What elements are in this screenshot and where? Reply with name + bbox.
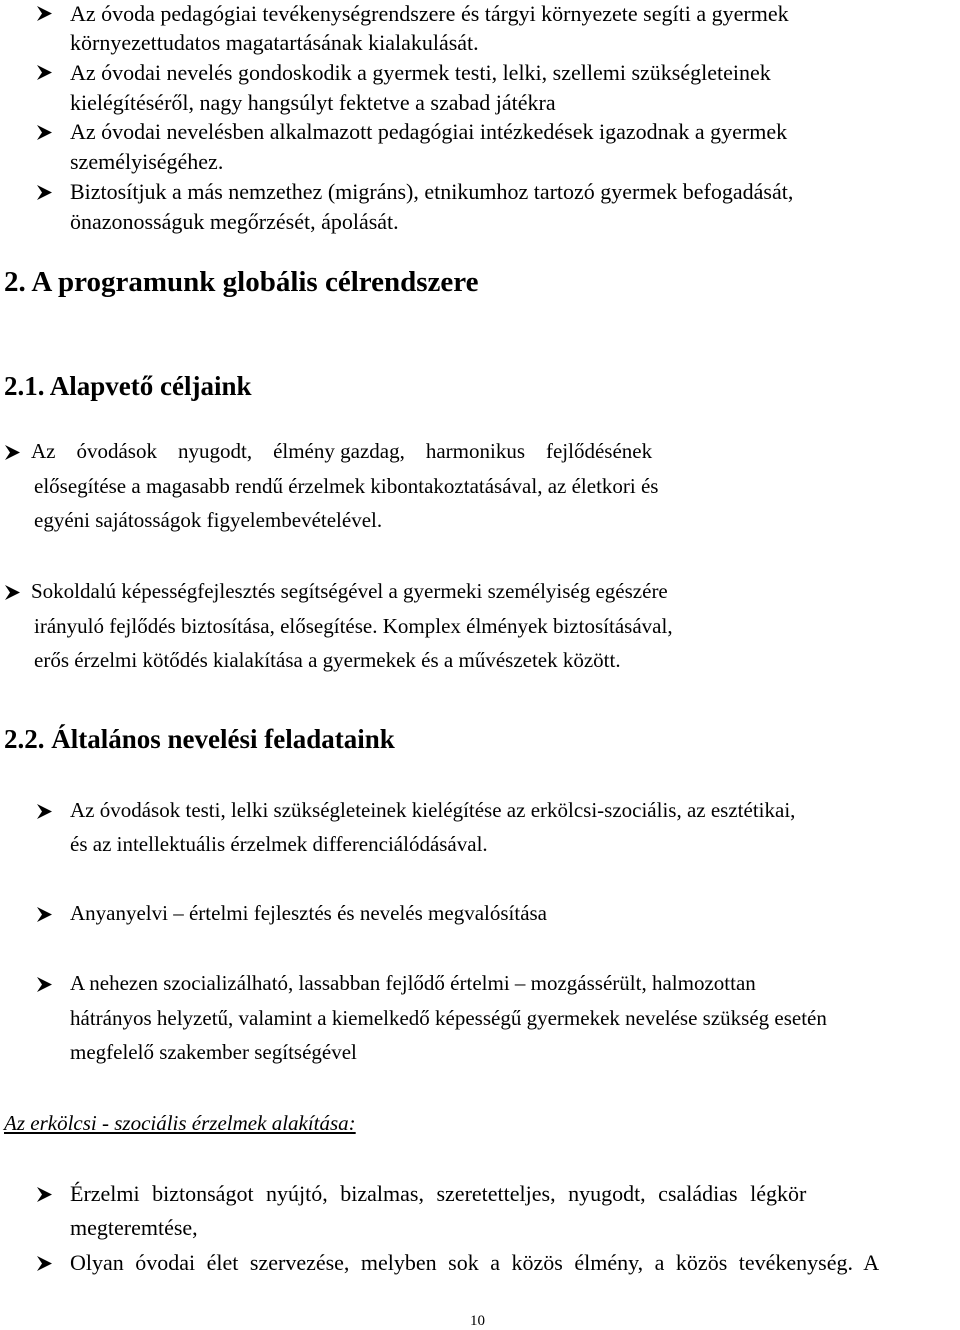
task-1-line-1: Az óvodások testi, lelki szükségleteinek kielégítése az erkölcsi-szociális, az esztétikai, — [70, 798, 796, 822]
arrowhead-bullet-icon — [36, 184, 53, 201]
section-heading-2-2: 2.2. Általános nevelési feladataink — [4, 724, 395, 754]
goal-1-line-1: Az óvodások nyugodt, élmény gazdag, harmonikus fejlődésének — [31, 439, 653, 463]
task-3-line-1: A nehezen szocializálható, lassabban fejlődő értelmi – mozgássérült, halmozottan — [70, 971, 756, 995]
task-2-line-1: Anyanyelvi – értelmi fejlesztés és nevelés megvalósítása — [70, 901, 548, 925]
arrowhead-bullet-icon — [4, 444, 21, 461]
goal-2-line-2: irányuló fejlődés biztosítása, elősegítése. Komplex élmények biztosításával, — [34, 614, 673, 638]
intro-bullet-4-line-1: Biztosítjuk a más nemzethez (migráns), etnikumhoz tartozó gyermek befogadását, — [70, 179, 794, 204]
intro-bullet-1-line-1: Az óvoda pedagógiai tevékenységrendszere és tárgyi környezete segíti a gyermek — [70, 1, 789, 26]
arrowhead-bullet-icon — [36, 803, 53, 820]
arrowhead-bullet-icon — [36, 906, 53, 923]
page-number: 10 — [470, 1313, 485, 1329]
intro-bullet-3-line-1: Az óvodai nevelésben alkalmazott pedagógiai intézkedések igazodnak a gyermek — [70, 119, 788, 144]
subheading-social-emotions: Az erkölcsi - szociális érzelmek alakítása: — [4, 1111, 356, 1135]
intro-bullet-3-line-2: személyiségéhez. — [70, 149, 224, 174]
social-bullet-1-line-2: megteremtése, — [70, 1215, 198, 1240]
goal-2-line-1: Sokoldalú képességfejlesztés segítségével a gyermeki személyiség egészére — [31, 579, 668, 603]
arrowhead-bullet-icon — [36, 1186, 53, 1203]
task-3-line-3: megfelelő szakember segítségével — [70, 1040, 357, 1064]
goal-1-line-2: elősegítése a magasabb rendű érzelmek kibontakoztatásával, az életkori és — [34, 474, 659, 498]
arrowhead-bullet-icon — [36, 124, 53, 141]
goal-2-line-3: erős érzelmi kötődés kialakítása a gyermekek és a művészetek között. — [34, 648, 621, 672]
intro-bullet-1-line-2: környezettudatos magatartásának kialakulását. — [70, 30, 479, 55]
intro-bullet-2-line-2: kielégítéséről, nagy hangsúlyt fektetve a szabad játékra — [70, 90, 556, 115]
arrowhead-bullet-icon — [36, 5, 53, 22]
social-bullet-2-line-1: Olyan óvodai élet szervezése, melyben sok a közös élmény, a közös tevékenység. A — [70, 1250, 880, 1275]
task-3-line-2: hátrányos helyzetű, valamint a kiemelkedő képességű gyermekek nevelése szükség esetén — [70, 1006, 827, 1030]
section-heading-2: 2. A programunk globális célrendszere — [4, 266, 479, 298]
goal-1-line-3: egyéni sajátosságok figyelembevételével. — [34, 508, 383, 532]
intro-bullet-4-line-2: önazonosságuk megőrzését, ápolását. — [70, 209, 399, 234]
arrowhead-bullet-icon — [36, 1255, 53, 1272]
arrowhead-bullet-icon — [36, 976, 53, 993]
social-bullet-1-line-1: Érzelmi biztonságot nyújtó, bizalmas, szeretetteljes, nyugodt, családias légkör — [70, 1181, 807, 1206]
intro-bullet-2-line-1: Az óvodai nevelés gondoskodik a gyermek testi, lelki, szellemi szükségleteinek — [70, 60, 771, 85]
arrowhead-bullet-icon — [4, 584, 21, 601]
arrowhead-bullet-icon — [36, 64, 53, 81]
section-heading-2-1: 2.1. Alapvető céljaink — [4, 371, 252, 401]
task-1-line-2: és az intellektuális érzelmek differenciálódásával. — [70, 832, 488, 856]
